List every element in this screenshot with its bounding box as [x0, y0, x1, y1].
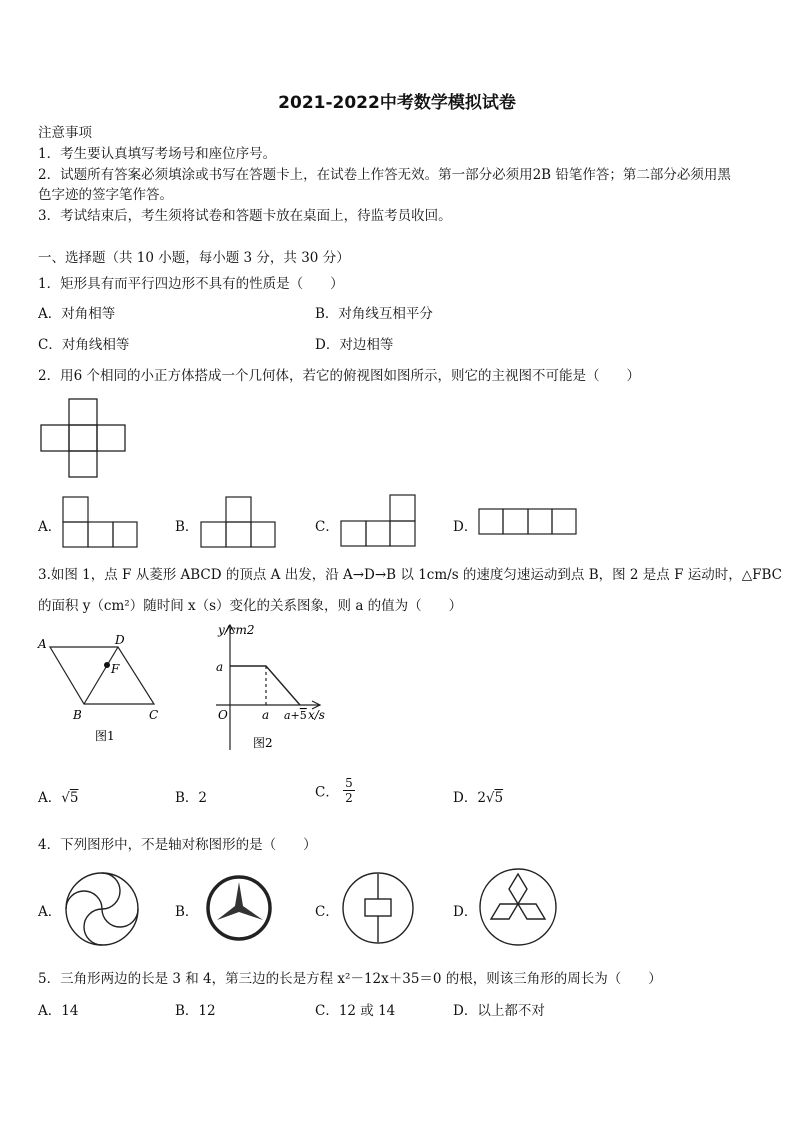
figure2-caption: 图2	[253, 736, 273, 750]
q2-option-b: B．	[175, 519, 199, 535]
x-axis-label: x/s	[308, 708, 325, 722]
label-f: F	[111, 662, 120, 676]
q1-stem: 1．矩形具有而平行四边形不具有的性质是（ ）	[38, 276, 344, 292]
q2-option-b-figure	[200, 496, 276, 548]
notice-item: 色字迹的签字笔作答。	[38, 187, 173, 203]
label-b: B	[73, 708, 82, 722]
y-axis-label: y/cm2	[218, 623, 255, 637]
q4-option-d-figure	[478, 867, 558, 947]
q5-option-a: A．14	[38, 1003, 79, 1019]
point-f	[104, 662, 110, 668]
q3-stem-line1: 3.如图 1，点 F 从菱形 ABCD 的顶点 A 出发，沿 A→D→B 以 1cm/s 的速度匀速运动到点 B，图 2 是点 F 运动时，△FBC	[38, 567, 782, 583]
q1-option-c: C．对角线相等	[38, 337, 130, 353]
q5-option-d: D．以上都不对	[453, 1003, 545, 1019]
q2-option-c: C．	[315, 519, 339, 535]
q4-option-a-figure	[64, 871, 140, 947]
origin-label: O	[218, 708, 228, 722]
q4-option-d: D．	[453, 904, 478, 920]
q3-option-c: C． $\frac{5}{2}$	[315, 776, 353, 805]
q3-option-a: A．√5	[38, 790, 79, 806]
q2-top-view-figure	[40, 398, 130, 480]
q2-option-a-figure	[62, 496, 138, 548]
q4-option-c: C．	[315, 904, 339, 920]
figure1-caption: 图1	[95, 729, 115, 743]
q3-option-d: D．2√5	[453, 790, 504, 806]
q1-option-d: D．对边相等	[315, 337, 394, 353]
notice-heading: 注意事项	[38, 125, 92, 141]
q2-stem: 2．用6 个相同的小正方体搭成一个几何体，若它的俯视图如图所示，则它的主视图不可能是（ ）	[38, 368, 640, 384]
q2-option-d: D．	[453, 519, 478, 535]
y-tick-a: a	[216, 660, 224, 674]
q4-option-a: A．	[38, 904, 62, 920]
notice-item: 1．考生要认真填写考场号和座位序号。	[38, 146, 277, 162]
q1-option-b: B．对角线互相平分	[315, 306, 433, 322]
q4-option-b-figure	[205, 874, 273, 942]
q2-option-a: A．	[38, 519, 62, 535]
q4-option-b: B．	[175, 904, 199, 920]
notice-item: 2．试题所有答案必须填涂或书写在答题卡上，在试卷上作答无效。第一部分必须用2B 铅笔作答；第二部分必须用黑	[38, 167, 731, 183]
q4-option-c-figure	[341, 871, 415, 945]
q5-stem: 5．三角形两边的长是 3 和 4，第三边的长是方程 x²－12x＋35＝0 的根，则该三角形的周长为（ ）	[38, 971, 662, 987]
label-c: C	[149, 708, 159, 722]
label-d: D	[115, 633, 125, 647]
section-heading: 一、选择题（共 10 小题，每小题 3 分，共 30 分）	[38, 250, 350, 266]
notice-item: 3．考试结束后，考生须将试卷和答题卡放在桌面上，待监考员收回。	[38, 208, 452, 224]
q3-figure2-graph	[196, 620, 336, 756]
x-tick-a: a	[262, 708, 270, 722]
q1-option-a: A．对角相等	[38, 306, 116, 322]
q4-stem: 4．下列图形中，不是轴对称图形的是（ ）	[38, 837, 317, 853]
q3-stem-line2: 的面积 y（cm²）随时间 x（s）变化的关系图象，则 a 的值为（ ）	[38, 598, 463, 614]
q5-option-c: C．12 或 14	[315, 1003, 396, 1019]
q5-option-b: B．12	[175, 1003, 216, 1019]
page-title: 2021-2022中考数学模拟试卷	[278, 93, 516, 113]
q3-figure1-rhombus	[36, 632, 166, 752]
q2-option-d-figure	[478, 508, 578, 536]
x-tick-a-plus-sqrt5: a+5	[284, 709, 307, 722]
q2-option-c-figure	[340, 494, 416, 548]
q3-option-b: B．2	[175, 790, 208, 806]
label-a: A	[38, 637, 47, 651]
